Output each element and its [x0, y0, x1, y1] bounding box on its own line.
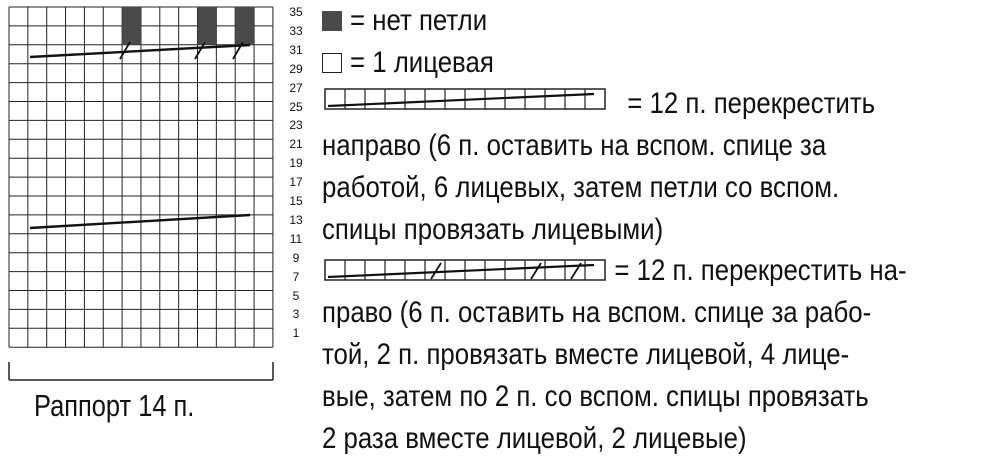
cable-a-line-2: направо (6 п. оставить на вспом. спице за — [322, 129, 827, 162]
cable-a-description — [322, 83, 958, 251]
no-stitch-cell — [198, 26, 217, 45]
no-stitch-cell — [235, 7, 254, 26]
row-number: 19 — [289, 156, 303, 171]
cable-b-line-2: право (6 п. оставить на вспом. спице за рабо- — [322, 296, 872, 329]
repeat-label: Раппорт 14 п. — [34, 388, 195, 423]
legend-filled — [322, 0, 509, 41]
no-stitch-cell — [198, 7, 217, 26]
cable-a-line-4: спицы провязать лицевыми) — [322, 213, 664, 246]
row-number: 13 — [289, 212, 303, 227]
cable-b-line-4: вые, затем по 2 п. со вспом. спицы провязать — [322, 380, 869, 413]
no-stitch-cell — [122, 26, 141, 45]
repeat-bracket — [9, 362, 273, 380]
cable-a-line-1: = 12 п. перекрестить — [627, 87, 876, 120]
row-number: 33 — [289, 23, 303, 38]
row-number: 17 — [289, 175, 303, 190]
row-number: 15 — [289, 194, 303, 208]
row-number: 29 — [289, 61, 303, 76]
row-number: 3 — [292, 307, 300, 322]
legend-empty-text: = 1 лицевая — [350, 46, 494, 80]
row-number: 21 — [289, 137, 303, 152]
legend-filled-text: = нет петли — [350, 4, 488, 38]
cable-a-line-3: работой, 6 лицевых, затем петли со вспом. — [322, 171, 840, 204]
dark-square-icon — [322, 11, 342, 31]
cable-b-description — [322, 250, 958, 460]
no-stitch-cell — [122, 7, 141, 26]
cable-b-line-5: 2 раза вместе лицевой, 2 лицевые) — [322, 422, 747, 455]
cable-b-line-3: той, 2 п. провязать вместе лицевой, 4 лице- — [322, 338, 850, 371]
row-number: 1 — [292, 326, 300, 341]
row-number: 7 — [292, 269, 300, 284]
legend-empty — [322, 42, 517, 83]
row-number: 23 — [289, 118, 303, 133]
cable-lines — [30, 42, 250, 228]
row-number: 11 — [289, 231, 303, 246]
row-number: 35 — [289, 5, 303, 19]
row-number: 27 — [289, 80, 303, 95]
row-number: 31 — [289, 42, 303, 57]
cable-line-lower — [30, 215, 250, 228]
cable-b-line-1: = 12 п. перекрестить на- — [614, 254, 907, 287]
white-square-icon — [322, 53, 342, 73]
no-stitch-cell — [235, 26, 254, 45]
row-number: 5 — [292, 288, 300, 303]
row-number: 9 — [292, 250, 300, 265]
cable-line-upper — [30, 45, 250, 57]
row-number: 25 — [289, 99, 303, 114]
